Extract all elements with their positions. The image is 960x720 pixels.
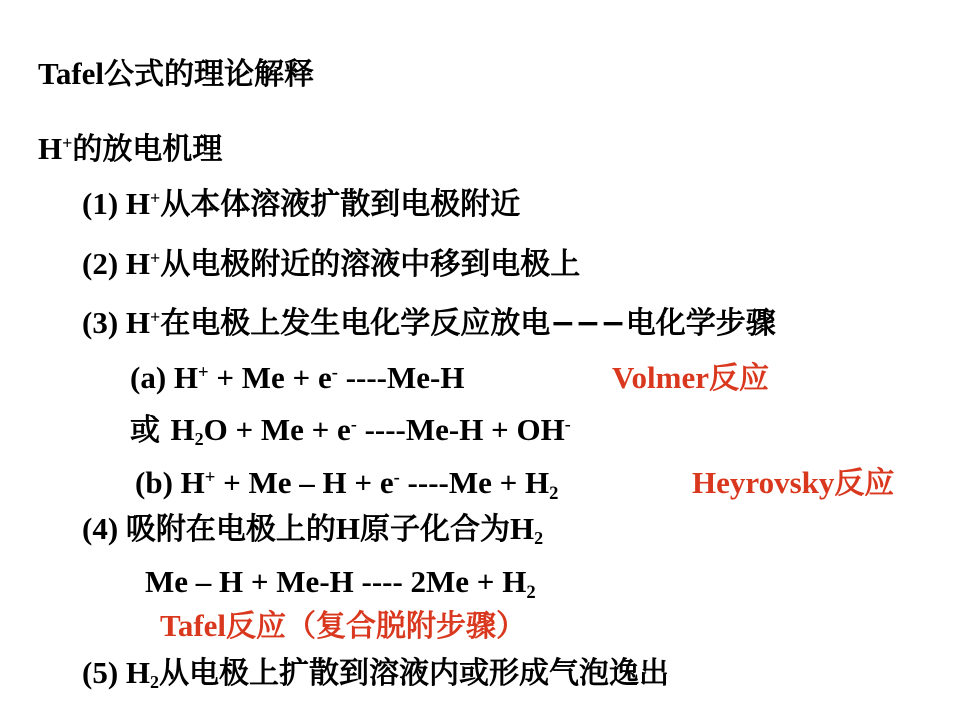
heyrovsky-label: Heyrovsky反应	[692, 465, 895, 501]
step-3: (3) H+在电极上发生电化学反应放电−−−电化学步骤	[82, 305, 776, 341]
tafel-label: Tafel反应（复合脱附步骤）	[160, 608, 527, 644]
equation-tafel: Me – H + Me-H ---- $2Me + H_2$	[145, 564, 536, 603]
equation-a-alt: 或 $H_2O + Me + e^-$ ----Me-H + OH-	[130, 412, 571, 450]
step-2: (2) H+从电极附近的溶液中移到电极上	[82, 246, 581, 282]
slide-title: Tafel公式的理论解释	[38, 56, 315, 92]
section-heading: H+的放电机理	[38, 131, 223, 167]
step-5: (5) $H_2$从电极上扩散到溶液内或形成气泡逸出	[82, 655, 670, 693]
step-4: (4) 吸附在电极上的H原子化合为$H_2$	[82, 511, 544, 549]
volmer-label: Volmer反应	[612, 360, 769, 396]
equation-a: (a) H+ + Me + e- ----Me-H	[130, 360, 465, 395]
equation-b: (b) H+ + Me – H + e- $----Me + H_2$	[135, 465, 559, 504]
step-1: (1) H+从本体溶液扩散到电极附近	[82, 186, 521, 222]
